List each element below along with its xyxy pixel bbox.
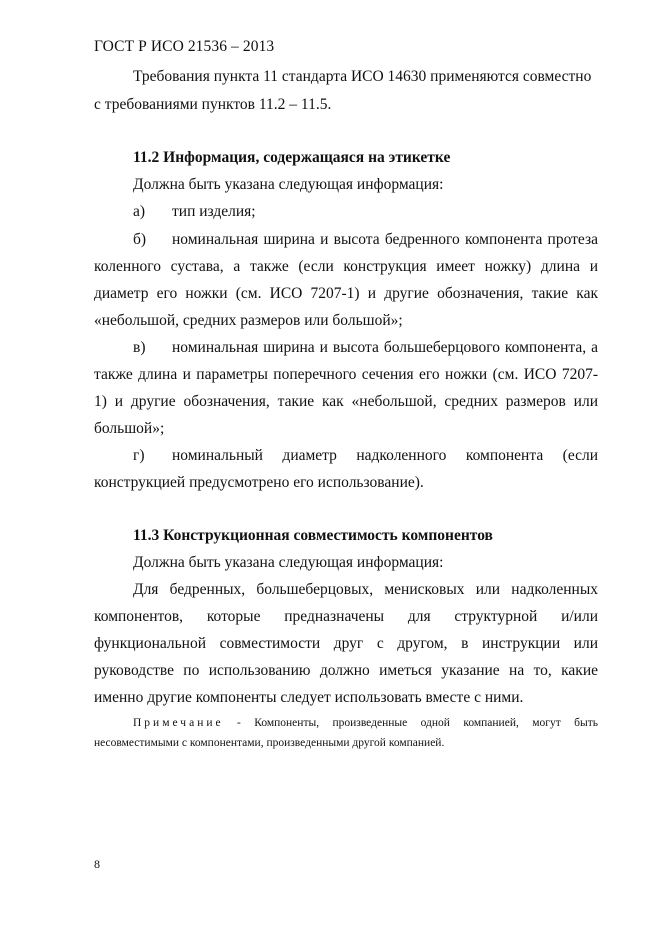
- item-g-line-2: конструкцией предусмотрено его использование).: [94, 474, 424, 491]
- item-a-text: тип изделия;: [172, 203, 256, 220]
- compat-para-line-5: именно другие компоненты следует использовать вместе с ними.: [94, 689, 524, 706]
- item-v-line-1: номинальная ширина и высота большеберцового компонента, а: [172, 339, 598, 356]
- item-g-line-1: номинальный диаметр надколенного компонента (если: [172, 447, 598, 464]
- item-b-line-1: номинальная ширина и высота бедренного компонента протеза: [172, 231, 598, 248]
- item-b-label: б): [133, 231, 147, 248]
- note-label: Примечание: [133, 717, 224, 729]
- item-a-label: а): [133, 203, 146, 220]
- section-11-2-title: 11.2 Информация, содержащаяся на этикетке: [133, 149, 451, 166]
- compat-para-line-2: компонентов, которые предназначены для структурной и/или: [94, 608, 598, 625]
- item-g-label: г): [133, 447, 145, 464]
- item-b-line-3: диаметр его ножки (см. ИСО 7207-1) и другие обозначения, такие как: [94, 285, 598, 302]
- item-v-line-3: 1) и другие обозначения, такие как «небольшой, средних размеров или: [94, 393, 598, 410]
- item-v-line-2: также длина и параметры поперечного сечения его ножки (см. ИСО 7207-: [94, 366, 598, 383]
- item-v-line-4: большой»;: [94, 420, 165, 437]
- note-line-1: [133, 716, 598, 730]
- section-11-3-title: 11.3 Конструкционная совместимость компонентов: [133, 527, 493, 544]
- intro-line-2: с требованиями пунктов 11.2 – 11.5.: [94, 96, 332, 113]
- page-number: 8: [94, 857, 100, 871]
- item-v-label: в): [133, 339, 146, 356]
- compat-para-line-4: руководстве по использованию должно иметься указание на то, какие: [94, 662, 598, 679]
- compat-para-line-3: функциональной совместимости друг с другом, в инструкции или: [94, 635, 598, 652]
- section-11-3-lead: Должна быть указана следующая информация:: [133, 554, 444, 571]
- item-b-line-4: «небольшой, средних размеров или большой»;: [94, 312, 403, 329]
- intro-line-1: Требования пункта 11 стандарта ИСО 14630 применяются совместно: [133, 68, 592, 85]
- compat-para-line-1: Для бедренных, большеберцовых, менисковых или надколенных: [133, 581, 598, 598]
- item-b-line-2: коленного сустава, а также (если конструкция имеет ножку) длина и: [94, 258, 598, 275]
- note-line-1-text: - Компоненты, произведенные одной компанией, могут быть: [237, 717, 598, 729]
- section-11-2-lead: Должна быть указана следующая информация:: [133, 176, 444, 193]
- note-line-2: несовместимыми с компонентами, произведенными другой компанией.: [94, 737, 445, 749]
- document-header: ГОСТ Р ИСО 21536 – 2013: [94, 38, 275, 55]
